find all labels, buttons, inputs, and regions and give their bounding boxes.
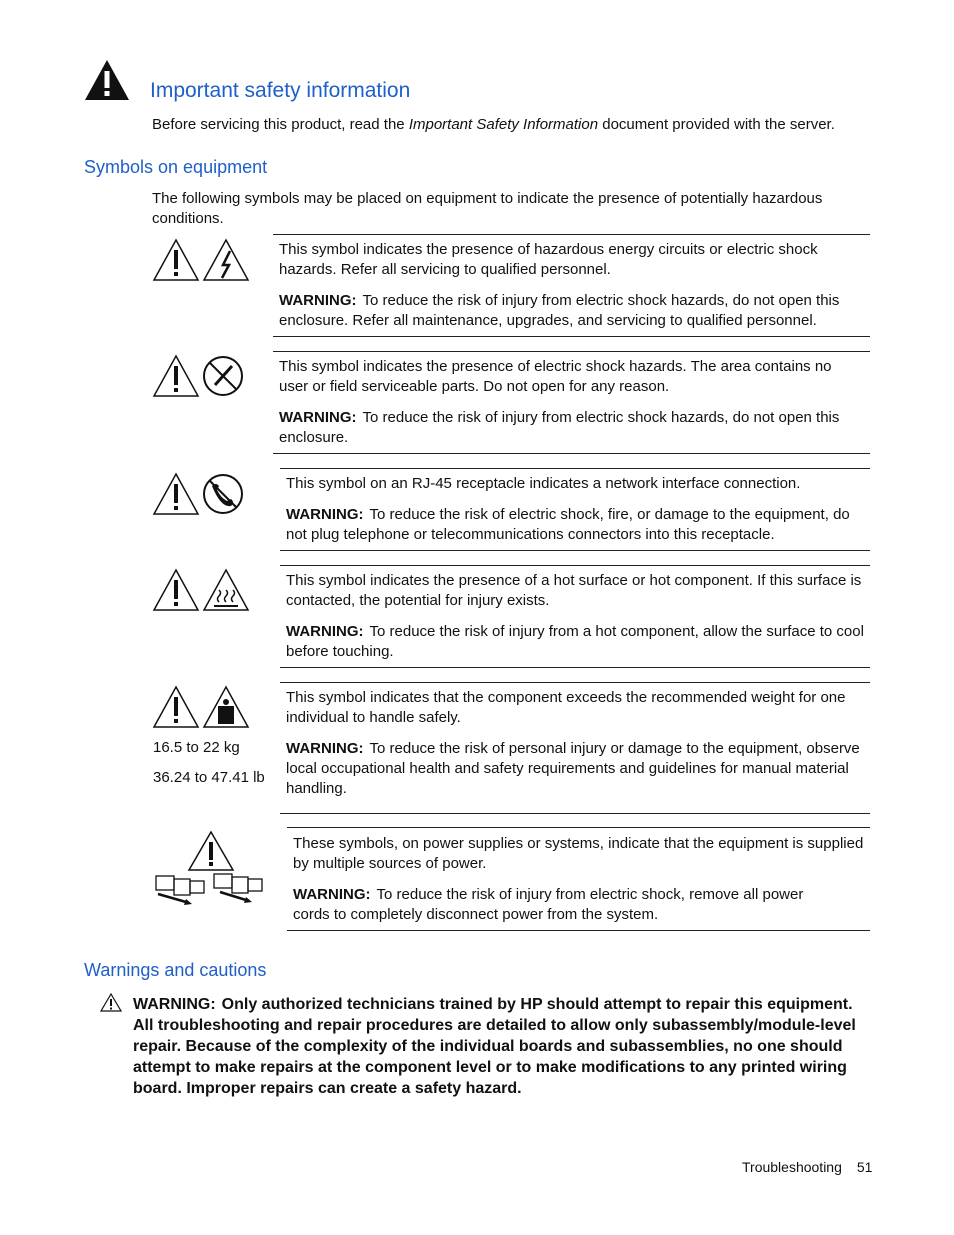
hot-surface-icon: [152, 568, 252, 612]
warnings-heading: Warnings and cautions: [84, 960, 267, 980]
item6-bottom-rule: [287, 930, 870, 931]
page-title: Important safety information: [150, 79, 411, 102]
item4-bottom-rule: [280, 667, 870, 668]
item6-description: These symbols, on power supplies or systems, indicate that the equipment is supplied by multiple sources of power.: [293, 835, 864, 872]
item4-warning: [286, 622, 868, 662]
footer-page-number: 51: [856, 1159, 873, 1175]
item1-warning-label: WARNING:: [279, 292, 357, 309]
item5-warning: [286, 739, 866, 799]
item6-top-rule: [287, 827, 870, 828]
item3-warning: [286, 505, 866, 545]
caution-triangle-icon: [83, 58, 131, 102]
item5-warning-text: To reduce the risk of personal injury or damage to the equipment, observe local occupational health and safety requirements and guidelines for manual material handling.: [286, 740, 860, 797]
item1-warning: [279, 291, 864, 331]
item6-warning-text: To reduce the risk of injury from electric shock, remove all power cords to completely disconnect power from the system.: [293, 886, 804, 923]
weight-kg: 16.5 to 22 kg: [153, 739, 240, 756]
item5-warning-label: WARNING:: [286, 740, 364, 757]
symbols-intro: The following symbols may be placed on equipment to indicate the presence of potentially hazardous conditions.: [152, 190, 823, 227]
footer-section: Troubleshooting: [742, 1159, 842, 1175]
item5-top-rule: [280, 682, 870, 683]
item1-top-rule: [273, 234, 870, 235]
item2-top-rule: [273, 351, 870, 352]
item4-warning-text: To reduce the risk of injury from a hot component, allow the surface to cool before touching.: [286, 623, 864, 660]
item3-warning-label: WARNING:: [286, 506, 364, 523]
main-warning-text: Only authorized technicians trained by HP should attempt to repair this equipment. All troubleshooting and repair procedures are detailed to allow only subassembly/module-level repair. Because of the complexity of the individual boards and subassemblies, no one should attempt to make repairs at the component level or to make modifications to any printed wiring board. Improper repairs can create a safety hazard.: [133, 996, 856, 1097]
item1-description: This symbol indicates the presence of hazardous energy circuits or electric shock hazards. Refer all servicing to qualified personnel.: [279, 241, 818, 278]
item4-warning-label: WARNING:: [286, 623, 364, 640]
item2-warning-text: To reduce the risk of injury from electric shock hazards, do not open this enclosure.: [279, 409, 840, 446]
no-serviceable-parts-icon: [152, 354, 252, 398]
item1-warning-text: To reduce the risk of injury from electric shock hazards, do not open this enclosure. Refer all maintenance, upgrades, and servicing to qualified personnel.: [279, 292, 840, 329]
page-footer: [742, 1159, 872, 1175]
item4-description: This symbol indicates the presence of a hot surface or hot component. If this surface is contacted, the potential for injury exists.: [286, 572, 862, 609]
intro-after: document provided with the server.: [598, 116, 835, 133]
intro-italic: Important Safety Information: [408, 116, 599, 133]
item1-bottom-rule: [273, 336, 870, 337]
item2-bottom-rule: [273, 453, 870, 454]
item5-bottom-rule: [280, 813, 870, 814]
no-telephone-icon: [152, 472, 252, 516]
intro-paragraph: [152, 115, 872, 135]
weight-lb: 36.24 to 47.41 lb: [153, 769, 265, 786]
item3-bottom-rule: [280, 550, 870, 551]
heavy-weight-icon: [152, 685, 252, 729]
item4-top-rule: [280, 565, 870, 566]
item2-description: This symbol indicates the presence of electric shock hazards. The area contains no user or field serviceable parts. Do not open for any reason.: [279, 358, 832, 395]
main-warning-label: WARNING:: [133, 996, 216, 1013]
warning-triangle-icon: [100, 993, 122, 1012]
item2-warning: [279, 408, 864, 448]
main-warning: [133, 994, 868, 1099]
hazardous-energy-icon: [152, 238, 252, 282]
item2-warning-label: WARNING:: [279, 409, 357, 426]
symbols-heading: Symbols on equipment: [84, 157, 268, 177]
item3-warning-text: To reduce the risk of electric shock, fire, or damage to the equipment, do not plug telephone or telecommunications connectors into this receptacle.: [286, 506, 850, 543]
item6-warning-label: WARNING:: [293, 886, 371, 903]
intro-before: Before servicing this product, read the: [152, 116, 409, 133]
item3-description: This symbol on an RJ-45 receptacle indicates a network interface connection.: [286, 475, 801, 492]
item5-description: This symbol indicates that the component exceeds the recommended weight for one individual to handle safely.: [286, 689, 846, 726]
item3-top-rule: [280, 468, 870, 469]
multiple-power-sources-icon: [152, 830, 274, 908]
item6-warning: [293, 885, 843, 925]
